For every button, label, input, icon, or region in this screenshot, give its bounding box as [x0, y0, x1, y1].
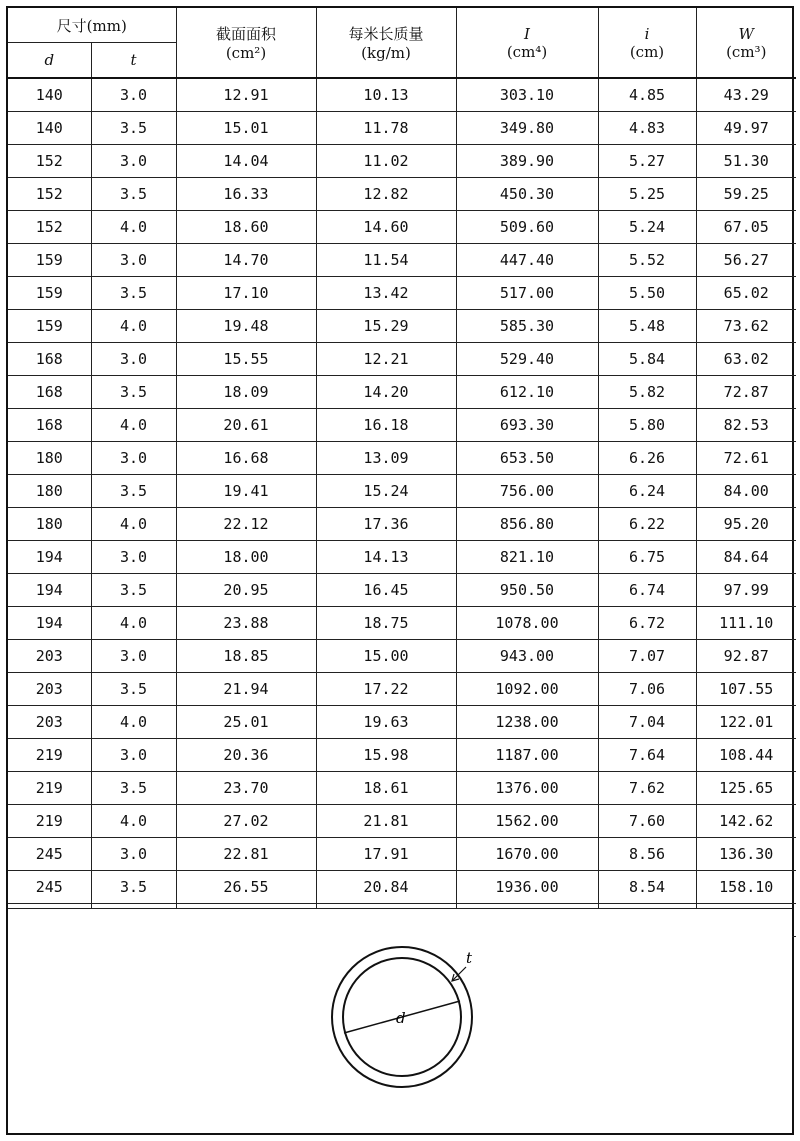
inertia-cell: 529.40 — [456, 343, 598, 376]
table-row — [8, 805, 796, 838]
d-cell: 203 — [8, 706, 91, 739]
d-cell: 140 — [8, 78, 91, 112]
table-row — [8, 871, 796, 904]
d-cell: 245 — [8, 871, 91, 904]
radius-cell: 8.54 — [598, 871, 696, 904]
inertia-cell: 303.10 — [456, 78, 598, 112]
t-cell: 4.0 — [91, 508, 176, 541]
area-cell: 15.55 — [176, 343, 316, 376]
d-cell: 245 — [8, 838, 91, 871]
modulus-cell: 73.62 — [696, 310, 796, 343]
inertia-cell: 1092.00 — [456, 673, 598, 706]
d-cell: 194 — [8, 574, 91, 607]
diameter-label: d — [396, 1009, 406, 1027]
modulus-cell: 108.44 — [696, 739, 796, 772]
table-row — [8, 178, 796, 211]
inertia-cell: 821.10 — [456, 541, 598, 574]
mass-unit: (kg/m) — [361, 44, 411, 62]
t-cell: 3.0 — [91, 442, 176, 475]
mass-cell: 13.42 — [316, 277, 456, 310]
table-row — [8, 541, 796, 574]
mass-cell: 14.20 — [316, 376, 456, 409]
inertia-cell: 693.30 — [456, 409, 598, 442]
modulus-cell: 97.99 — [696, 574, 796, 607]
table-row — [8, 376, 796, 409]
d-cell: 152 — [8, 178, 91, 211]
mass-cell: 15.24 — [316, 475, 456, 508]
table-row — [8, 343, 796, 376]
radius-cell: 4.83 — [598, 112, 696, 145]
mass-cell: 15.00 — [316, 640, 456, 673]
radius-cell: 5.84 — [598, 343, 696, 376]
area-cell: 23.88 — [176, 607, 316, 640]
mass-cell: 11.78 — [316, 112, 456, 145]
area-cell: 25.01 — [176, 706, 316, 739]
table-row — [8, 442, 796, 475]
d-cell: 203 — [8, 640, 91, 673]
area-cell: 22.12 — [176, 508, 316, 541]
area-cell: 14.04 — [176, 145, 316, 178]
t-cell: 3.5 — [91, 772, 176, 805]
pipe-cross-section-diagram — [326, 941, 478, 1093]
inertia-cell: 756.00 — [456, 475, 598, 508]
mass-cell: 16.45 — [316, 574, 456, 607]
modulus-label: W — [738, 24, 754, 43]
mass-cell: 11.02 — [316, 145, 456, 178]
mass-cell: 11.54 — [316, 244, 456, 277]
thickness-header: t — [91, 43, 176, 79]
d-cell: 180 — [8, 508, 91, 541]
inertia-cell: 585.30 — [456, 310, 598, 343]
radius-cell: 6.74 — [598, 574, 696, 607]
modulus-cell: 65.02 — [696, 277, 796, 310]
d-cell: 168 — [8, 343, 91, 376]
modulus-cell: 142.62 — [696, 805, 796, 838]
inertia-cell: 1376.00 — [456, 772, 598, 805]
mass-cell: 17.91 — [316, 838, 456, 871]
table-row — [8, 145, 796, 178]
t-cell: 3.0 — [91, 640, 176, 673]
radius-cell: 6.22 — [598, 508, 696, 541]
table-row — [8, 112, 796, 145]
t-cell: 3.0 — [91, 244, 176, 277]
t-cell: 3.0 — [91, 838, 176, 871]
table-row — [8, 78, 796, 112]
d-cell: 180 — [8, 475, 91, 508]
table-row — [8, 772, 796, 805]
cross-section-figure-area — [8, 908, 792, 1133]
thickness-label: t — [466, 949, 473, 967]
radius-cell: 5.25 — [598, 178, 696, 211]
table-row — [8, 475, 796, 508]
table-row — [8, 607, 796, 640]
size-group-header: 尺寸(mm) — [8, 8, 176, 43]
area-cell: 23.70 — [176, 772, 316, 805]
radius-cell: 5.52 — [598, 244, 696, 277]
modulus-cell: 84.00 — [696, 475, 796, 508]
radius-cell: 5.82 — [598, 376, 696, 409]
area-cell: 20.36 — [176, 739, 316, 772]
radius-cell: 6.72 — [598, 607, 696, 640]
area-cell: 16.33 — [176, 178, 316, 211]
mass-cell: 18.75 — [316, 607, 456, 640]
table-row — [8, 640, 796, 673]
mass-header — [316, 8, 456, 78]
radius-cell: 4.85 — [598, 78, 696, 112]
t-cell: 3.5 — [91, 112, 176, 145]
table-row — [8, 211, 796, 244]
mass-cell: 19.63 — [316, 706, 456, 739]
modulus-cell: 107.55 — [696, 673, 796, 706]
inertia-cell: 450.30 — [456, 178, 598, 211]
t-cell: 4.0 — [91, 310, 176, 343]
area-cell: 19.48 — [176, 310, 316, 343]
radius-cell: 8.56 — [598, 838, 696, 871]
radius-header — [598, 8, 696, 78]
d-cell: 159 — [8, 277, 91, 310]
section-properties-table — [8, 8, 796, 937]
area-cell: 18.85 — [176, 640, 316, 673]
modulus-cell: 59.25 — [696, 178, 796, 211]
t-cell: 3.5 — [91, 871, 176, 904]
table-row — [8, 673, 796, 706]
table-row — [8, 244, 796, 277]
mass-cell: 18.61 — [316, 772, 456, 805]
inertia-cell: 1670.00 — [456, 838, 598, 871]
radius-cell: 7.04 — [598, 706, 696, 739]
diameter-header: d — [8, 43, 91, 79]
d-cell: 159 — [8, 244, 91, 277]
inertia-cell: 1187.00 — [456, 739, 598, 772]
inertia-cell: 1936.00 — [456, 871, 598, 904]
modulus-cell: 122.01 — [696, 706, 796, 739]
modulus-cell: 125.65 — [696, 772, 796, 805]
radius-cell: 5.50 — [598, 277, 696, 310]
inertia-cell: 389.90 — [456, 145, 598, 178]
radius-unit: (cm) — [629, 42, 665, 61]
table-row — [8, 739, 796, 772]
modulus-cell: 158.10 — [696, 871, 796, 904]
modulus-cell: 111.10 — [696, 607, 796, 640]
mass-cell: 16.18 — [316, 409, 456, 442]
radius-cell: 7.64 — [598, 739, 696, 772]
mass-cell: 20.84 — [316, 871, 456, 904]
modulus-cell: 67.05 — [696, 211, 796, 244]
mass-cell: 10.13 — [316, 78, 456, 112]
t-cell: 3.5 — [91, 475, 176, 508]
t-cell: 3.5 — [91, 673, 176, 706]
radius-cell: 6.26 — [598, 442, 696, 475]
inertia-cell: 1238.00 — [456, 706, 598, 739]
area-unit: (cm²) — [225, 44, 267, 62]
radius-cell: 5.80 — [598, 409, 696, 442]
inertia-cell: 447.40 — [456, 244, 598, 277]
mass-cell: 17.22 — [316, 673, 456, 706]
inertia-cell: 509.60 — [456, 211, 598, 244]
area-cell: 20.61 — [176, 409, 316, 442]
mass-cell: 14.13 — [316, 541, 456, 574]
t-cell: 4.0 — [91, 409, 176, 442]
modulus-cell: 84.64 — [696, 541, 796, 574]
inertia-cell: 612.10 — [456, 376, 598, 409]
inertia-cell: 349.80 — [456, 112, 598, 145]
radius-label: i — [644, 24, 650, 43]
radius-cell: 7.60 — [598, 805, 696, 838]
radius-cell: 7.07 — [598, 640, 696, 673]
d-cell: 152 — [8, 211, 91, 244]
d-cell: 152 — [8, 145, 91, 178]
steel-pipe-table-sheet — [6, 6, 794, 1135]
mass-cell: 12.82 — [316, 178, 456, 211]
area-cell: 22.81 — [176, 838, 316, 871]
inertia-cell: 943.00 — [456, 640, 598, 673]
modulus-cell: 49.97 — [696, 112, 796, 145]
table-row — [8, 310, 796, 343]
d-cell: 168 — [8, 409, 91, 442]
t-cell: 3.5 — [91, 277, 176, 310]
d-cell: 180 — [8, 442, 91, 475]
t-cell: 4.0 — [91, 805, 176, 838]
inertia-unit: (cm⁴) — [506, 42, 548, 61]
mass-cell: 15.98 — [316, 739, 456, 772]
radius-cell: 6.24 — [598, 475, 696, 508]
modulus-cell: 136.30 — [696, 838, 796, 871]
t-cell: 3.0 — [91, 739, 176, 772]
area-cell: 14.70 — [176, 244, 316, 277]
area-cell: 26.55 — [176, 871, 316, 904]
d-cell: 168 — [8, 376, 91, 409]
area-cell: 12.91 — [176, 78, 316, 112]
mass-cell: 13.09 — [316, 442, 456, 475]
table-row — [8, 574, 796, 607]
t-cell: 4.0 — [91, 607, 176, 640]
table-row — [8, 706, 796, 739]
d-cell: 219 — [8, 739, 91, 772]
inertia-cell: 517.00 — [456, 277, 598, 310]
area-cell: 19.41 — [176, 475, 316, 508]
modulus-cell: 72.87 — [696, 376, 796, 409]
area-header — [176, 8, 316, 78]
mass-cell: 15.29 — [316, 310, 456, 343]
area-cell: 17.10 — [176, 277, 316, 310]
inertia-cell: 856.80 — [456, 508, 598, 541]
d-cell: 219 — [8, 805, 91, 838]
mass-cell: 17.36 — [316, 508, 456, 541]
inertia-cell: 950.50 — [456, 574, 598, 607]
radius-cell: 7.62 — [598, 772, 696, 805]
modulus-unit: (cm³) — [726, 42, 767, 61]
t-cell: 3.5 — [91, 574, 176, 607]
table-row — [8, 409, 796, 442]
modulus-cell: 51.30 — [696, 145, 796, 178]
modulus-header — [696, 8, 796, 78]
d-cell: 159 — [8, 310, 91, 343]
t-cell: 3.0 — [91, 145, 176, 178]
t-cell: 3.0 — [91, 343, 176, 376]
modulus-cell: 72.61 — [696, 442, 796, 475]
t-cell: 3.5 — [91, 376, 176, 409]
radius-cell: 5.27 — [598, 145, 696, 178]
area-cell: 18.09 — [176, 376, 316, 409]
modulus-cell: 63.02 — [696, 343, 796, 376]
t-cell: 4.0 — [91, 211, 176, 244]
d-cell: 194 — [8, 607, 91, 640]
radius-cell: 5.24 — [598, 211, 696, 244]
mass-cell: 12.21 — [316, 343, 456, 376]
area-cell: 18.60 — [176, 211, 316, 244]
table-row — [8, 508, 796, 541]
modulus-cell: 92.87 — [696, 640, 796, 673]
radius-cell: 6.75 — [598, 541, 696, 574]
table-body — [8, 78, 796, 937]
mass-cell: 14.60 — [316, 211, 456, 244]
area-cell: 27.02 — [176, 805, 316, 838]
d-cell: 203 — [8, 673, 91, 706]
inertia-cell: 1562.00 — [456, 805, 598, 838]
d-cell: 219 — [8, 772, 91, 805]
modulus-cell: 95.20 — [696, 508, 796, 541]
area-cell: 16.68 — [176, 442, 316, 475]
t-cell: 4.0 — [91, 706, 176, 739]
modulus-cell: 82.53 — [696, 409, 796, 442]
inertia-label: I — [524, 24, 530, 43]
area-cell: 18.00 — [176, 541, 316, 574]
table-header — [8, 8, 796, 78]
area-cell: 20.95 — [176, 574, 316, 607]
area-cell: 21.94 — [176, 673, 316, 706]
modulus-cell: 56.27 — [696, 244, 796, 277]
radius-cell: 7.06 — [598, 673, 696, 706]
area-label: 截面面积 — [215, 25, 276, 43]
inertia-cell: 653.50 — [456, 442, 598, 475]
table-row — [8, 277, 796, 310]
mass-cell: 21.81 — [316, 805, 456, 838]
inertia-header — [456, 8, 598, 78]
t-cell: 3.0 — [91, 541, 176, 574]
t-cell: 3.0 — [91, 78, 176, 112]
area-cell: 15.01 — [176, 112, 316, 145]
modulus-cell: 43.29 — [696, 78, 796, 112]
mass-label: 每米长质量 — [348, 25, 424, 43]
table-row — [8, 838, 796, 871]
inertia-cell: 1078.00 — [456, 607, 598, 640]
t-cell: 3.5 — [91, 178, 176, 211]
d-cell: 140 — [8, 112, 91, 145]
d-cell: 194 — [8, 541, 91, 574]
radius-cell: 5.48 — [598, 310, 696, 343]
